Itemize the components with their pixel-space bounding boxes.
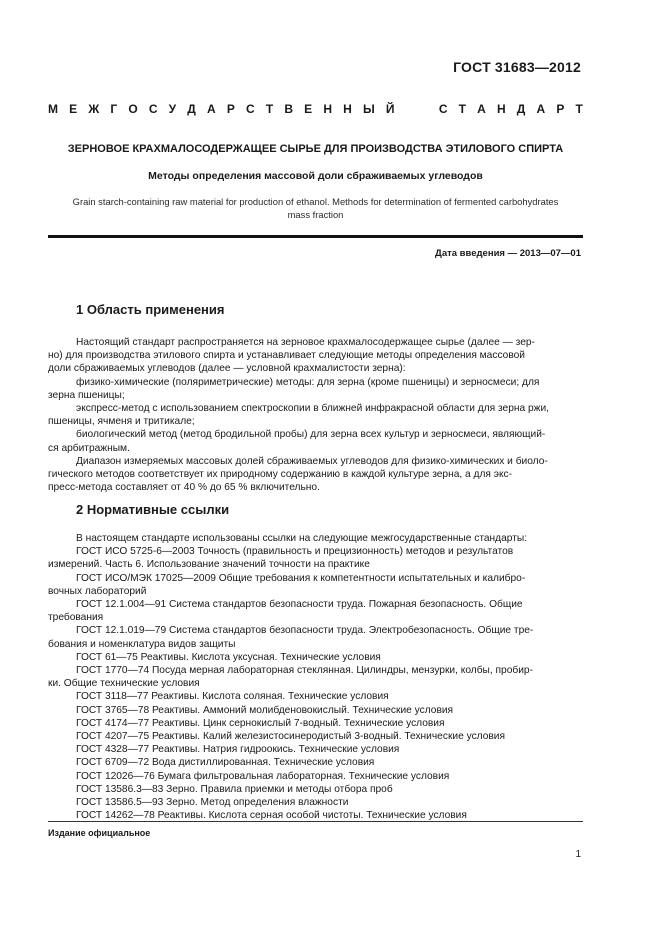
interstate-letter: Т [265, 102, 274, 116]
reference-line: ГОСТ 4328—77 Реактивы. Натрия гидроокись. Технические условия [76, 744, 400, 756]
interstate-letter: М [48, 102, 58, 116]
interstate-letter: У [168, 102, 177, 116]
interstate-letter: С [245, 102, 255, 116]
reference-line: требования [48, 612, 104, 624]
interstate-letter: Е [304, 102, 313, 116]
text-line: физико-химические (поляриметрические) методы: для зерна (кроме пшеницы) и зерносмеси; для [76, 376, 540, 388]
english-title-line: Grain starch-containing raw material for production of ethanol. Methods for determination of fermented carbohydrates [72, 196, 559, 207]
interstate-letter: В [284, 102, 293, 116]
reference-line: ГОСТ 3765—78 Реактивы. Аммоний молибденовокислый. Технические условия [76, 704, 454, 716]
reference-line: ГОСТ 13586.3—83 Зерно. Правила приемки и методы отбора проб [76, 783, 393, 795]
interstate-letter: А [477, 102, 486, 116]
header-rule [48, 235, 583, 238]
text-line: пшеницы, ячменя и тритикале; [48, 416, 195, 428]
document-title: ЗЕРНОВОЕ КРАХМАЛОСОДЕРЖАЩЕЕ СЫРЬЕ ДЛЯ ПРОИЗВОДСТВА ЭТИЛОВОГО СПИРТА [67, 143, 564, 155]
interstate-letter: Н [343, 102, 352, 116]
text-line: Диапазон измеряемых массовых долей сбраживаемых углеводов для физико-химических и биоло- [76, 455, 548, 467]
reference-line: ГОСТ 6709—72 Вода дистиллированная. Технические условия [76, 757, 375, 769]
reference-line: измерений. Часть 6. Использование значений точности на практике [48, 559, 370, 571]
introduction-date: Дата введения — 2013—07—01 [435, 248, 581, 259]
text-line: гического методов соответствует их природному содержанию в каждой культуре зерна, а для экс- [48, 469, 513, 481]
reference-line: вочных лабораторий [48, 585, 147, 597]
text-line: Настоящий стандарт распространяется на зерновое крахмалосодержащее сырье (далее — зер- [76, 337, 535, 348]
reference-line: ГОСТ 13586.5—93 Зерно. Метод определения влажности [76, 797, 349, 809]
text-line: доли сбраживаемых углеводов (далее — условной крахмалистости зерна): [48, 363, 406, 375]
interstate-letter: О [128, 102, 138, 116]
reference-line: ГОСТ 3118—77 Реактивы. Кислота соляная. Технические условия [76, 691, 389, 703]
edition-label: Издание официальное [48, 828, 151, 838]
reference-line: ГОСТ 12.1.004—91 Система стандартов безопасности труда. Пожарная безопасность. Общие [76, 599, 523, 611]
reference-line: ГОСТ 4174—77 Реактивы. Цинк сернокислый 7-водный. Технические условия [76, 717, 445, 729]
interstate-letter: Н [496, 102, 506, 116]
interstate-letter: А [536, 102, 546, 116]
text-line: зерна пшеницы; [48, 389, 125, 401]
english-title-line: mass fraction [287, 209, 344, 220]
document-subtitle: Методы определения массовой доли сбраживаемых углеводов [148, 170, 483, 182]
interstate-letter: Т [458, 102, 466, 116]
interstate-letter: Д [516, 102, 526, 116]
reference-line: ГОСТ 12026—76 Бумага фильтровальная лабораторная. Технические условия [76, 770, 450, 782]
interstate-letter: Р [556, 102, 565, 116]
interstate-letter: С [438, 102, 448, 116]
section-1-body [48, 336, 583, 494]
interstate-letter: Д [187, 102, 196, 116]
text-line: пресс-метода составляет от 40 % до 65 % включительно. [48, 482, 320, 494]
interstate-letter: Е [69, 102, 78, 116]
text-line: экспресс-метод с использованием спектроскопии в ближней инфракрасной области для зерна ржи, [76, 403, 550, 415]
text-line: но) для производства этилового спирта и устанавливает следующие методы определения массовой [48, 350, 525, 362]
interstate-letter: Й [385, 102, 395, 116]
interstate-letter: С [148, 102, 158, 116]
reference-line: ГОСТ 61—75 Реактивы. Кислота уксусная. Технические условия [76, 651, 381, 663]
interstate-letter: Н [323, 102, 332, 116]
interstate-letter: Г [110, 102, 118, 116]
reference-line: ГОСТ 4207—75 Реактивы. Калий железистосинеродистый 3-водный. Технические условия [76, 731, 506, 743]
reference-line: бования и номенклатура видов защиты [48, 638, 236, 650]
interstate-letter: Ы [362, 102, 375, 116]
interstate-letter: Т [575, 102, 583, 116]
reference-line: ГОСТ ИСО 5725-6—2003 Точность (правильность и прецизионность) методов и результатов [76, 546, 514, 558]
interstate-standard-label [48, 102, 583, 116]
interstate-letter: А [206, 102, 216, 116]
reference-line: ГОСТ ИСО/МЭК 17025—2009 Общие требования к компетентности испытательных и калибро- [76, 572, 526, 584]
reference-line: ки. Общие технические условия [48, 678, 200, 690]
section-1-heading: 1 Область применения [76, 302, 225, 317]
text-line: ся арбитражным. [48, 442, 130, 454]
section-2-heading: 2 Нормативные ссылки [76, 502, 230, 517]
reference-line: ГОСТ 14262—78 Реактивы. Кислота серная особой чистоты. Технические условия [76, 810, 467, 822]
english-title [48, 195, 583, 221]
footer-rule [48, 821, 583, 822]
reference-line: ГОСТ 1770—74 Посуда мерная лабораторная стеклянная. Цилиндры, мензурки, колбы, пробир- [76, 665, 533, 677]
reference-line: ГОСТ 12.1.019—79 Система стандартов безопасности труда. Электробезопасность. Общие тре- [76, 625, 534, 637]
document-number: ГОСТ 31683—2012 [453, 59, 581, 75]
text-line: биологический метод (метод бродильной пробы) для зерна всех культур и зерносмеси, являющий- [76, 429, 546, 441]
section-2-body [48, 532, 583, 822]
page-number: 1 [575, 849, 581, 860]
interstate-letter: Р [226, 102, 235, 116]
interstate-letter: Ж [88, 102, 100, 116]
text-line: В настоящем стандарте использованы ссылки на следующие межгосударственные стандарты: [76, 533, 528, 544]
